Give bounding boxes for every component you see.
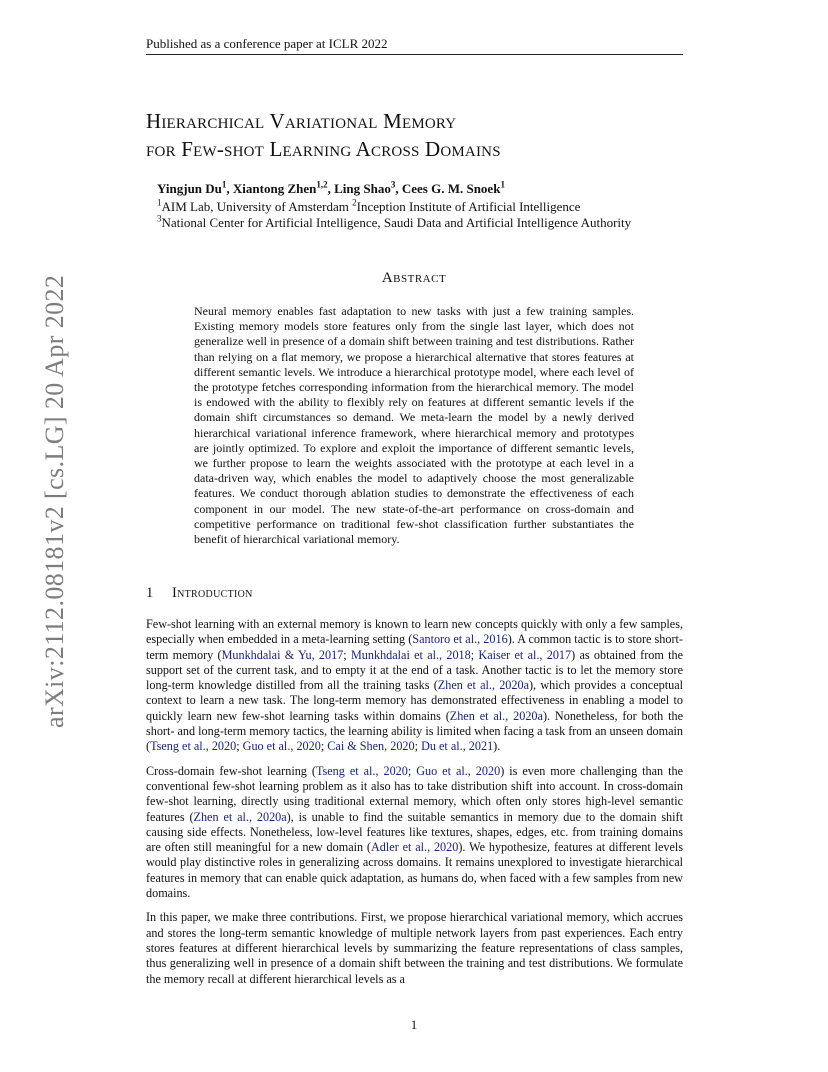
paragraph-text: ; bbox=[470, 647, 479, 662]
authors-block bbox=[157, 181, 697, 231]
citation-link[interactable]: Santoro et al., 2016 bbox=[412, 632, 508, 647]
paragraph-text: ; bbox=[414, 739, 422, 754]
abstract-body: Neural memory enables fast adaptation to new tasks with just a few training samples. Existing memory models store features only from the single last layer, which does not generalize well in presence of a domain shift between training and test distributions. Rather than relying on a flat memory, we propose a hierarchical alternative that stores features at different semantic levels. We introduce a hierarchical prototype model, where each level of the prototype fetches corresponding information from the hierarchical memory. The model is endowed with the ability to flexibly rely on features at different semantic levels if the domain shift circumstances so demand. We meta-learn the model by a newly derived hierarchical variational inference framework, where hierarchical memory and prototypes are jointly optimized. To explore and exploit the importance of different semantic levels, we further propose to learn the weights associated with the prototype at each level in a data-driven way, which enables the model to adaptively choose the most generalizable features. We conduct thorough ablation studies to demonstrate the effectiveness of each component in our model. The new state-of-the-art performance on cross-domain and competitive performance on traditional few-shot classification further substantiates the benefit of hierarchical variational memory. bbox=[194, 304, 634, 547]
abstract-heading: Abstract bbox=[381, 270, 447, 286]
citation-link[interactable]: Munkhdalai & Yu, 2017 bbox=[221, 647, 344, 662]
citation-link[interactable]: Kaiser et al., 2017 bbox=[478, 647, 572, 662]
author-affiliation-mark: 1 bbox=[221, 179, 227, 190]
paragraph-text: ) as obtained from the support set of the current task, and to empty it at the end of a task. Another tactic is to let the memory store long-term knowledge distilled from all the training tasks ( bbox=[146, 647, 683, 693]
intro-paragraph-1 bbox=[146, 617, 683, 755]
header-rule bbox=[146, 54, 683, 55]
paragraph-text: ). bbox=[493, 739, 501, 754]
section-heading bbox=[146, 584, 253, 602]
paragraph-text: Cross-domain few-shot learning ( bbox=[146, 763, 316, 778]
author-affiliation-mark: 1 bbox=[500, 179, 505, 190]
affiliation-line-1 bbox=[157, 199, 697, 215]
paragraph-text: ). A common tactic is to store short-term memory ( bbox=[146, 632, 683, 662]
paragraph-text: ; bbox=[343, 647, 351, 662]
section-title: Introduction bbox=[172, 585, 253, 601]
author-affiliation-mark: 1,2 bbox=[316, 179, 328, 190]
citation-link[interactable]: Adler et al., 2020 bbox=[371, 840, 459, 855]
affiliation-text: Inception Institute of Artificial Intelligence bbox=[356, 199, 581, 214]
citation-link[interactable]: Tseng et al., 2020 bbox=[315, 763, 408, 778]
affiliation-text: National Center for Artificial Intelligence, Saudi Data and Artificial Intelligence Authority bbox=[161, 215, 632, 230]
paragraph-text: Few-shot learning with an external memory is known to learn new concepts quickly with only a few samples, especially when embedded in a meta-learning setting ( bbox=[146, 617, 683, 647]
intro-paragraph-3 bbox=[146, 910, 683, 986]
citation-link[interactable]: Du et al., 2021 bbox=[421, 739, 494, 754]
affiliation-text: AIM Lab, University of Amsterdam bbox=[161, 199, 353, 214]
citation-link[interactable]: Munkhdalai et al., 2018 bbox=[350, 647, 471, 662]
affiliation-line-2 bbox=[157, 215, 697, 231]
citation-link[interactable]: Zhen et al., 2020a bbox=[193, 809, 287, 824]
affiliation-mark: 2 bbox=[352, 197, 357, 208]
citation-link[interactable]: Cai & Shen, 2020 bbox=[327, 739, 415, 754]
paper-title bbox=[146, 107, 686, 163]
author-affiliation-mark: 3 bbox=[390, 179, 396, 190]
title-line-2: for Few-shot Learning Across Domains bbox=[146, 137, 501, 161]
introduction-body bbox=[146, 617, 683, 996]
paragraph-text: ). Nonetheless, for both the short- and long-term memory tactics, the learning ability is limited when facing a task from an unseen domain ( bbox=[146, 708, 683, 754]
citation-link[interactable]: Zhen et al., 2020a bbox=[449, 708, 543, 723]
citation-link[interactable]: Guo et al., 2020 bbox=[416, 763, 501, 778]
author-name: Cees G. M. Snoek bbox=[401, 181, 501, 196]
citation-link[interactable]: Zhen et al., 2020a bbox=[437, 678, 529, 693]
title-line-1: Hierarchical Variational Memory bbox=[146, 109, 457, 133]
citation-link[interactable]: Guo et al., 2020 bbox=[242, 739, 321, 754]
page-number: 1 bbox=[410, 1017, 418, 1032]
running-header: Published as a conference paper at ICLR 2022 bbox=[146, 36, 388, 51]
paragraph-text: In this paper, we make three contributions. First, we propose hierarchical variational memory, which accrues and stores the long-term semantic knowledge of multiple network layers from past experiences. Each entry stores features at different hierarchical levels by summarizing the feature representations of class samples, thus generalizing well in presence of a domain shift between the training and test distributions. We formulate the memory recall at different hierarchical levels as a bbox=[146, 910, 683, 986]
citation-link[interactable]: Tseng et al., 2020 bbox=[150, 739, 237, 754]
author-name: Yingjun Du bbox=[157, 181, 222, 196]
affiliation-mark: 3 bbox=[157, 213, 162, 224]
paragraph-text: ), which provides a conceptual context to learn a new task. The long-term memory has demonstrated effectiveness in enabling a model to quickly learn new few-shot learning tasks within domains ( bbox=[146, 678, 683, 723]
intro-paragraph-2 bbox=[146, 764, 683, 902]
author-name: Ling Shao bbox=[334, 181, 391, 196]
author-list: Yingjun Du$^1$, Xiantong Zhen$^{1,2}$, Ling Shao$^3$, Cees G. M. Snoek$^1$ bbox=[157, 179, 505, 196]
paragraph-text: ) is even more challenging than the conventional few-shot learning problem as it also has to take distribution shift into account. In cross-domain few-shot learning, directly using traditional external memory, which often only stores high-level semantic features ( bbox=[146, 763, 683, 824]
paragraph-text: ), is unable to find the suitable semantics in memory due to the domain shift causing side effects. Nonetheless, low-level features like textures, shapes, edges, etc. from training domains are often still meaningful for a new domain ( bbox=[146, 809, 683, 855]
section-number: 1 bbox=[146, 585, 154, 601]
paragraph-text: ; bbox=[320, 739, 328, 754]
affiliation-mark: 1 bbox=[157, 197, 162, 208]
paragraph-text: ). We hypothesize, features at different levels would play distinctive roles in generalizing across domains. It remains unexplored to investigate hierarchical features in memory that can enable quick adaptation, as humans do, when faced with a few samples from new domains. bbox=[146, 840, 683, 901]
author-name: Xiantong Zhen bbox=[232, 181, 317, 196]
paragraph-text: ; bbox=[407, 763, 417, 778]
arxiv-stamp: arXiv:2112.08181v2 [cs.LG] 20 Apr 2022 bbox=[40, 274, 69, 728]
paragraph-text: ; bbox=[236, 739, 243, 754]
